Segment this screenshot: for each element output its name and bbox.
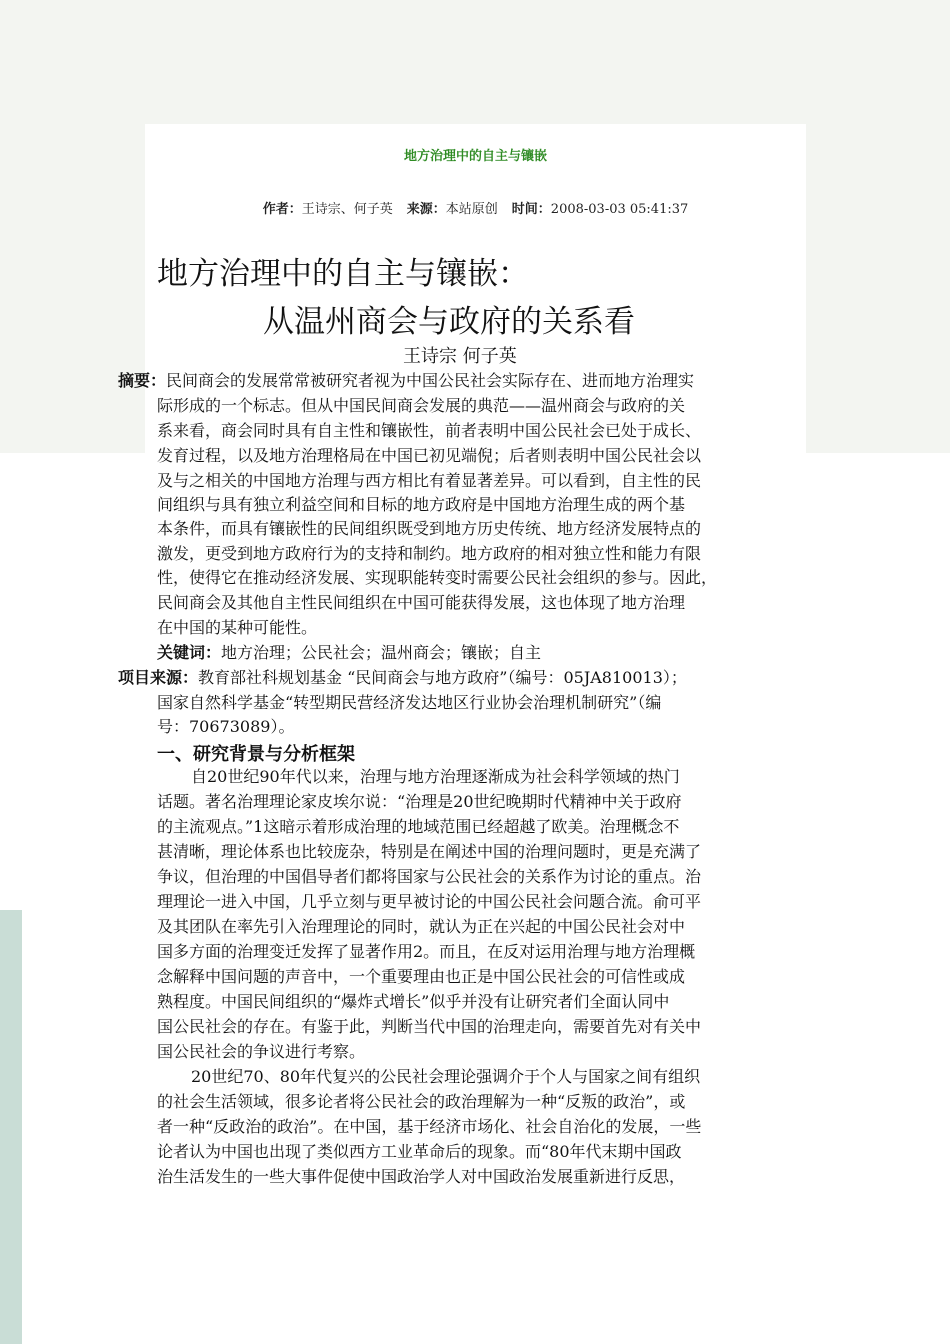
source-label: 来源： [406,202,446,217]
keywords-line [157,642,541,664]
abstract-line: 激发，更受到地方政府行为的支持和制约。地方政府的相对独立性和能力有限 [157,544,702,563]
article-authors: 王诗宗 何子英 [403,346,517,367]
source-value: 本站原创 [445,202,498,217]
paragraph-line: 自20世纪90年代以来，治理与地方治理逐渐成为社会科学领域的热门 [191,767,680,786]
paragraph-line: 论者认为中国也出现了类似西方工业革命后的现象。而“80年代末期中国政 [157,1142,682,1161]
time-label: 时间： [511,202,551,217]
paragraph-line: 话题。著名治理理论家皮埃尔说：“治理是20世纪晚期时代精神中关于政府 [157,792,682,811]
time-value: 2008-03-03 05:41:37 [550,202,689,217]
paragraph-line: 甚清晰，理论体系也比较庞杂，特别是在阐述中国的治理问题时，更是充满了 [157,842,702,861]
project-line: 国家自然科学基金“转型期民营经济发达地区行业协会治理机制研究”（编 [157,693,662,712]
paragraph-line: 的主流观点。”1这暗示着形成治理的地域范围已经超越了欧美。治理概念不 [157,817,680,836]
paragraph-line: 者一种“反政治的政治”。在中国，基于经济市场化、社会自治化的发展，一些 [157,1117,702,1136]
paragraph-line: 20世纪70、80年代复兴的公民社会理论强调介于个人与国家之间有组织 [191,1067,701,1086]
article-title-line-2: 从温州商会与政府的关系看 [263,304,635,340]
paragraph-line: 念解释中国问题的声音中，一个重要理由也正是中国公民社会的可信性或成 [157,967,686,986]
author-label: 作者： [262,202,302,217]
project-line: 项目来源：教育部社科规划基金 “民间商会与地方政府”（编号：05JA810013）； [118,668,687,687]
paragraph-line: 熟程度。中国民间组织的“爆炸式增长”似乎并没有让研究者们全面认同中 [157,992,670,1011]
abstract-line: 际形成的一个标志。但从中国民间商会发展的典范——温州商会与政府的关 [157,396,686,415]
abstract-line: 间组织与具有独立利益空间和目标的地方政府是中国地方治理生成的两个基 [157,495,686,514]
paragraph-line: 争议，但治理的中国倡导者们都将国家与公民社会的关系作为讨论的重点。治 [157,867,702,886]
abstract-line: 摘要：民间商会的发展常常被研究者视为中国公民社会实际存在、进而地方治理实 [118,371,695,390]
abstract-line: 系来看，商会同时具有自主性和镶嵌性，前者表明中国公民社会已处于成长、 [157,421,702,440]
article-meta [145,198,806,217]
section-heading: 一、研究背景与分析框架 [157,744,355,765]
paragraph-line: 及其团队在率先引入治理理论的同时，就认为正在兴起的中国公民社会对中 [157,917,686,936]
paragraph-line: 的社会生活领域，很多论者将公民社会的政治理解为一种“反叛的政治”，或 [157,1092,686,1111]
paragraph-line: 国多方面的治理变迁发挥了显著作用2。而且，在反对运用治理与地方治理概 [157,942,696,961]
paragraph-line: 理理论一进入中国，几乎立刻与更早被讨论的中国公民社会问题合流。俞可平 [157,892,702,911]
abstract-label: 摘要： [118,371,167,390]
author-value: 王诗宗、何子英 [301,202,393,217]
project-line: 号：70673089）。 [157,717,295,736]
paragraph-line: 国公民社会的存在。有鉴于此，判断当代中国的治理走向，需要首先对有关中 [157,1017,702,1036]
abstract-line: 本条件，而具有镶嵌性的民间组织既受到地方历史传统、地方经济发展特点的 [157,519,702,538]
page-title[interactable]: 地方治理中的自主与镶嵌 [403,149,547,164]
project-label: 项目来源： [118,668,199,687]
abstract-line: 在中国的某种可能性。 [157,618,318,637]
abstract-line: 性，使得它在推动经济发展、实现职能转变时需要公民社会组织的参与。因此， [157,568,718,587]
abstract-line: 及与之相关的中国地方治理与西方相比有着显著差异。可以看到，自主性的民 [157,471,702,490]
paragraph-line: 治生活发生的一些大事件促使中国政治学人对中国政治发展重新进行反思， [157,1167,686,1186]
article-title-line-1: 地方治理中的自主与镶嵌： [157,256,529,292]
abstract-line: 民间商会及其他自主性民间组织在中国可能获得发展，这也体现了地方治理 [157,593,686,612]
paragraph-line: 国公民社会的争议进行考察。 [157,1042,366,1061]
left-side-strip [0,910,22,1344]
abstract-line: 发育过程，以及地方治理格局在中国已初见端倪；后者则表明中国公民社会以 [157,446,702,465]
keywords-value: 地方治理；公民社会；温州商会；镶嵌；自主 [221,643,542,662]
keywords-label: 关键词： [157,643,222,662]
